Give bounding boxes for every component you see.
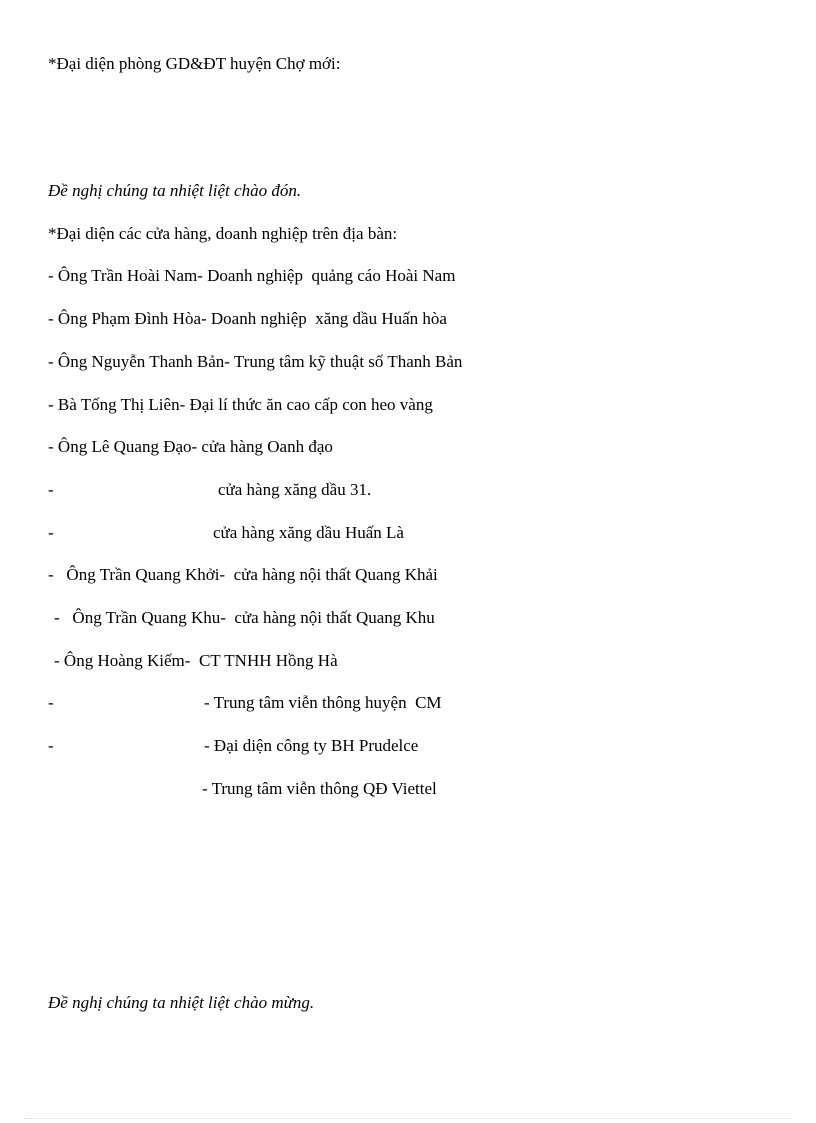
page-bottom-divider: [24, 1118, 792, 1119]
entry-nguyen-thanh-ban: - Ông Nguyễn Thanh Bản- Trung tâm kỹ thuật số Thanh Bản: [48, 352, 463, 371]
entry-dash-telecom-cm: -: [48, 693, 54, 712]
entry-shop-huan-la: cửa hàng xăng dầu Huấn Là: [213, 523, 404, 542]
entry-tran-hoai-nam: - Ông Trần Hoài Nam- Doanh nghiệp quảng cáo Hoài Nam: [48, 266, 456, 285]
entry-shop-31: cửa hàng xăng dầu 31.: [218, 480, 372, 499]
entry-tran-quang-khoi: - Ông Trần Quang Khởi- cửa hàng nội thất Quang Khải: [48, 565, 438, 584]
welcome-line-2: Đề nghị chúng ta nhiệt liệt chào mừng.: [48, 993, 315, 1012]
entry-le-quang-dao: - Ông Lê Quang Đạo- cửa hàng Oanh đạo: [48, 437, 333, 456]
entry-tong-thi-lien: - Bà Tống Thị Liên- Đại lí thức ăn cao cấp con heo vàng: [48, 395, 433, 414]
entry-insurance: - Đại diện công ty BH Prudelce: [204, 736, 419, 755]
entry-pham-dinh-hoa: - Ông Phạm Đình Hòa- Doanh nghiệp xăng dầu Huấn hòa: [48, 309, 447, 328]
entry-dash-shop-31: -: [48, 480, 54, 499]
welcome-line-1: Đề nghị chúng ta nhiệt liệt chào đón.: [48, 181, 302, 200]
entry-dash-huan-la: -: [48, 523, 54, 542]
entry-hoang-kiem: - Ông Hoàng Kiếm- CT TNHH Hồng Hà: [54, 651, 338, 670]
entry-viettel: - Trung tâm viễn thông QĐ Viettel: [202, 779, 437, 798]
entry-tran-quang-khu: - Ông Trần Quang Khu- cửa hàng nội thất Quang Khu: [54, 608, 435, 627]
entry-dash-insurance: -: [48, 736, 54, 755]
entry-telecom-cm: - Trung tâm viễn thông huyện CM: [204, 693, 442, 712]
heading-business-representatives: *Đại diện các cửa hàng, doanh nghiệp trên địa bàn:: [48, 224, 398, 243]
heading-district-representative: *Đại diện phòng GD&ĐT huyện Chợ mới:: [48, 54, 341, 73]
